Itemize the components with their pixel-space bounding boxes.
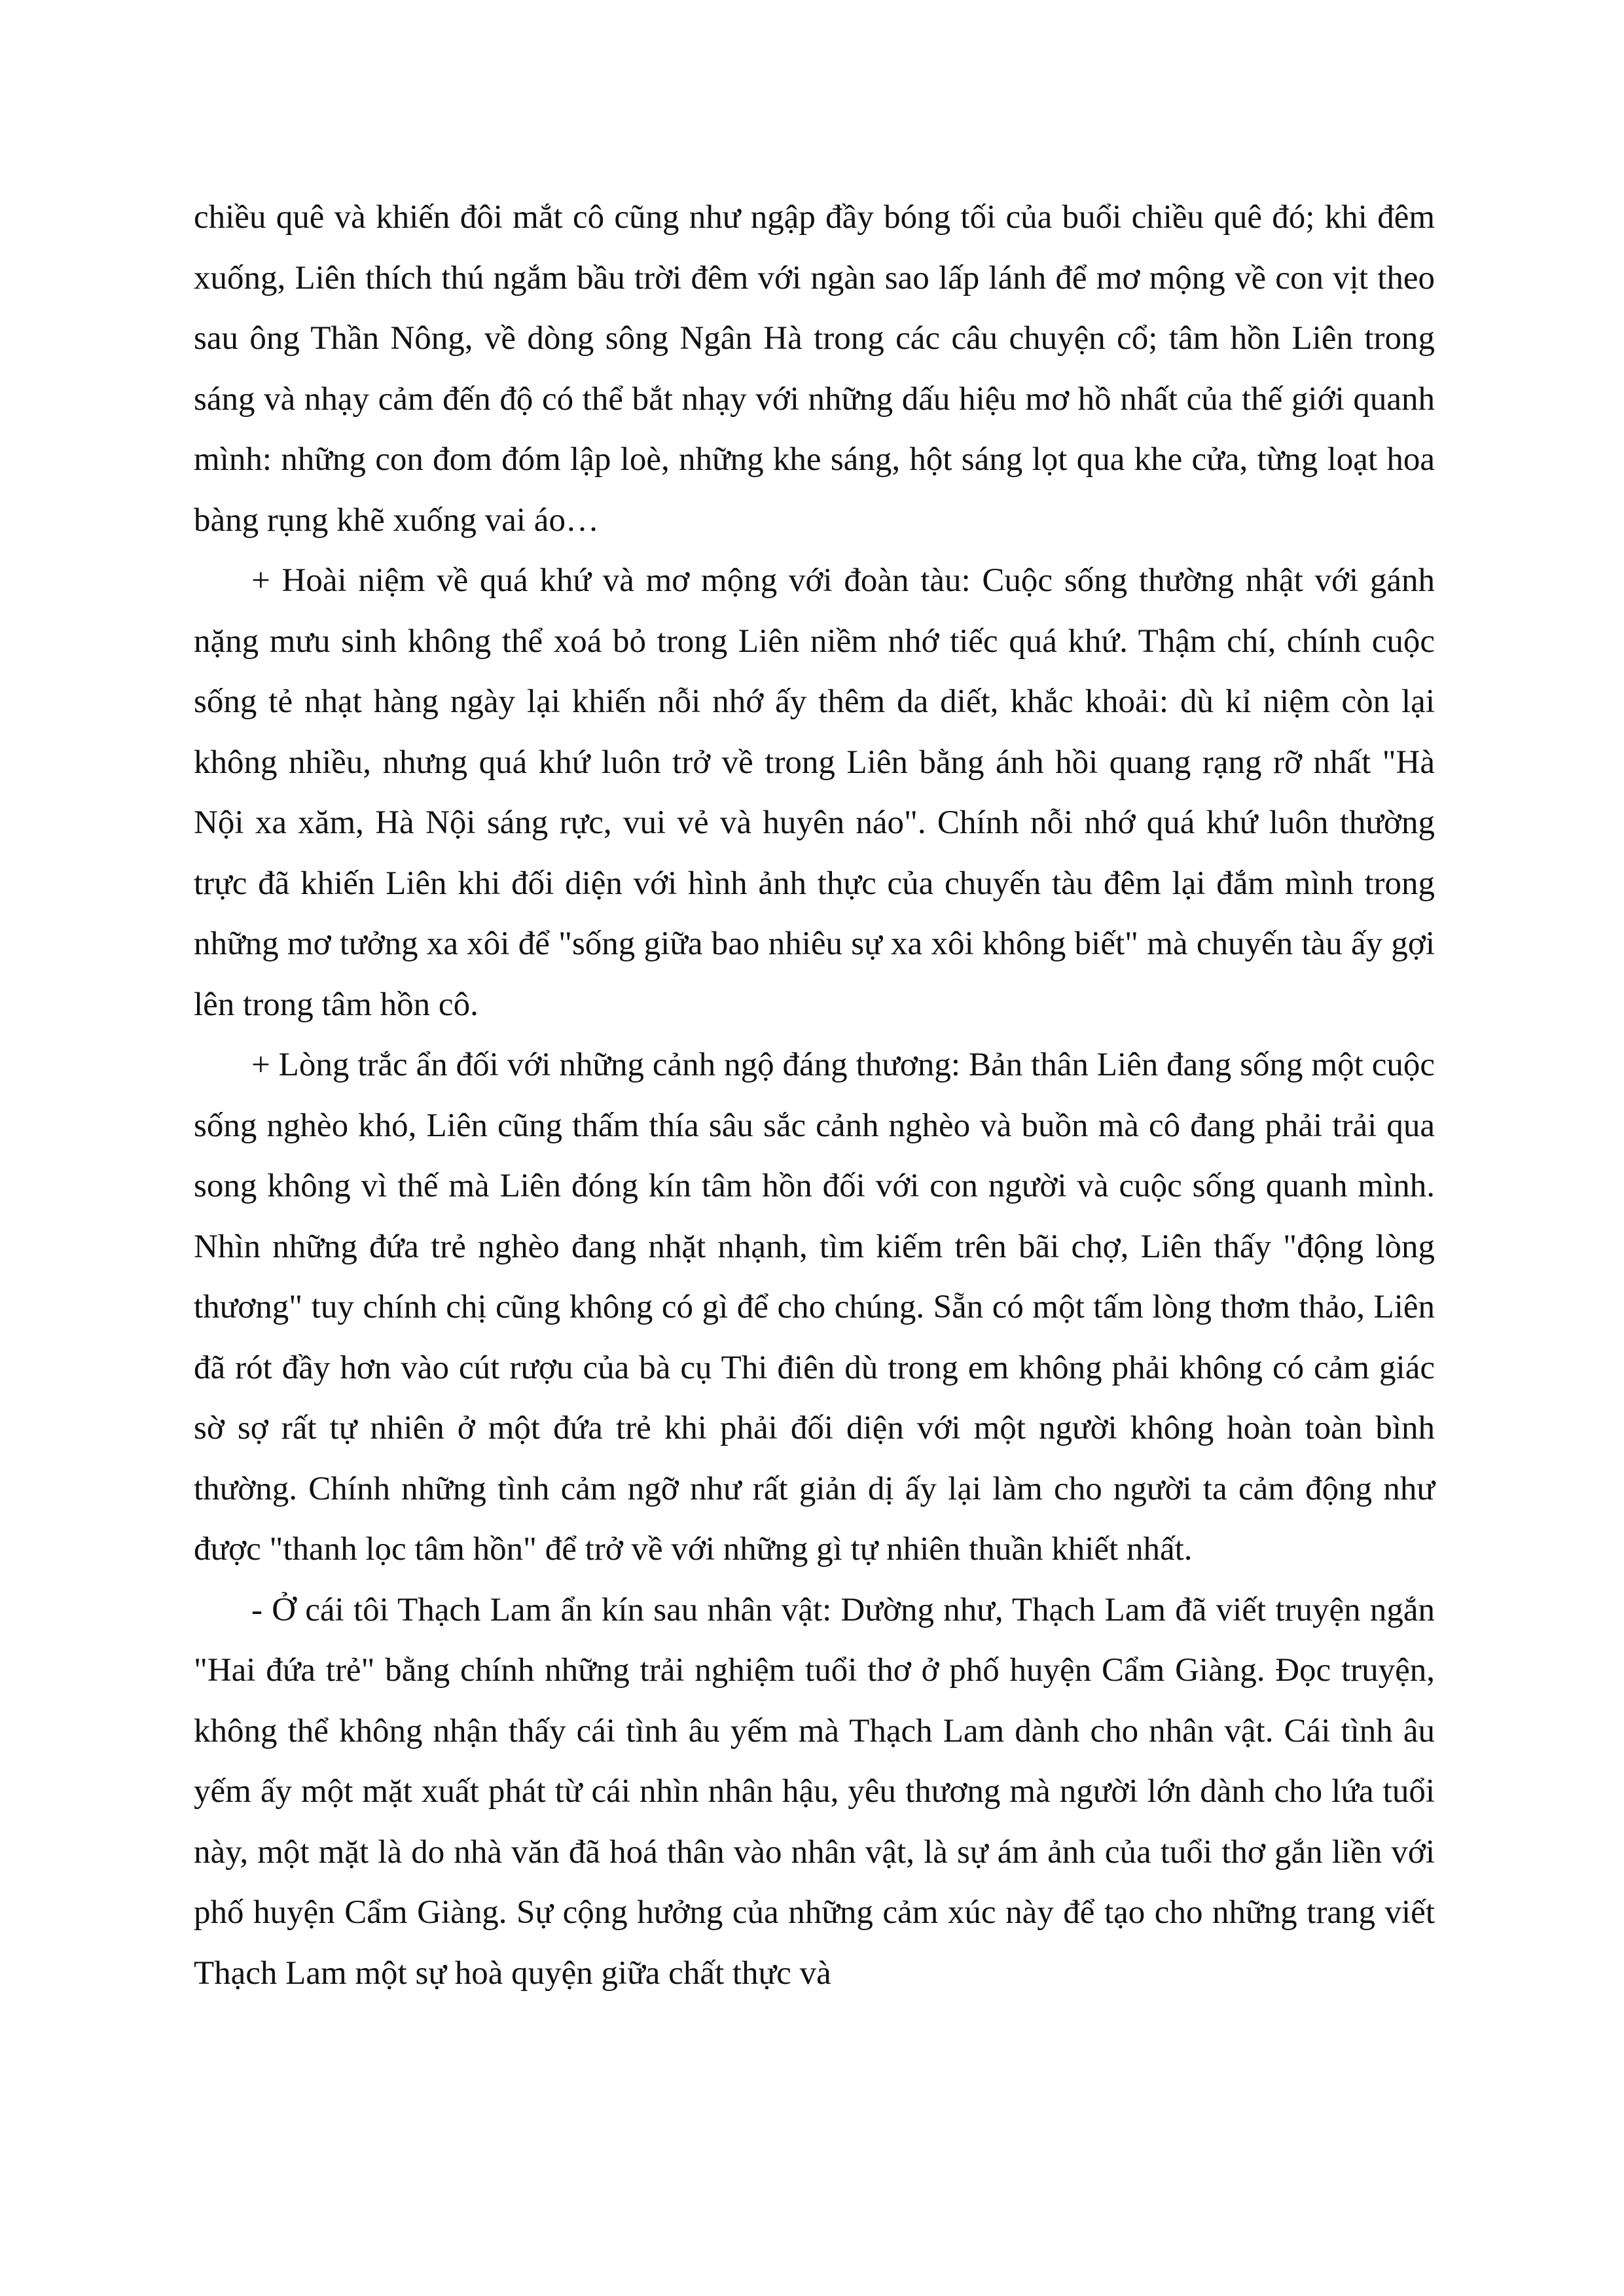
paragraph-nostalgia-train: + Hoài niệm về quá khứ và mơ mộng với đoàn tàu: Cuộc sống thường nhật với gánh nặng mưu sinh không thể xoá bỏ trong Liên niềm nhớ tiếc quá khứ. Thậm chí, chính cuộc sống tẻ nhạt hàng ngày lại khiến nỗi nhớ ấy thêm da diết, khắc khoải: dù kỉ niệm còn lại không nhiều, nhưng quá khứ luôn trở về trong Liên bằng ánh hồi quang rạng rỡ nhất "Hà Nội xa xăm, Hà Nội sáng rực, vui vẻ và huyên náo". Chính nỗi nhớ quá khứ luôn thường trực đã khiến Liên khi đối diện với hình ảnh thực của chuyến tàu đêm lại đắm mình trong những mơ tưởng xa xôi để "sống giữa bao nhiêu sự xa xôi không biết" mà chuyến tàu ấy gợi lên trong tâm hồn cô. [194,562,1435,1023]
paragraph-compassion: + Lòng trắc ẩn đối với những cảnh ngộ đáng thương: Bản thân Liên đang sống một cuộc sống nghèo khó, Liên cũng thấm thía sâu sắc cảnh nghèo và buồn mà cô đang phải trải qua song không vì thế mà Liên đóng kín tâm hồn đối với con người và cuộc sống quanh mình. Nhìn những đứa trẻ nghèo đang nhặt nhạnh, tìm kiếm trên bãi chợ, Liên thấy "động lòng thương" tuy chính chị cũng không có gì để cho chúng. Sẵn có một tấm lòng thơm thảo, Liên đã rót đầy hơn vào cút rượu của bà cụ Thi điên dù trong em không phải không có cảm giác sờ sợ rất tự nhiên ở một đứa trẻ khi phải đối diện với một người không hoàn toàn bình thường. Chính những tình cảm ngỡ như rất giản dị ấy lại làm cho người ta cảm động như được "thanh lọc tâm hồn" để trở về với những gì tự nhiên thuần khiết nhất. [194,1047,1435,1568]
document-page [194,187,1435,2003]
paragraph-lien-night-dreams: chiều quê và khiến đôi mắt cô cũng như ngập đầy bóng tối của buổi chiều quê đó; khi đêm xuống, Liên thích thú ngắm bầu trời đêm với ngàn sao lấp lánh để mơ mộng về con vịt theo sau ông Thần Nông, về dòng sông Ngân Hà trong các câu chuyện cổ; tâm hồn Liên trong sáng và nhạy cảm đến độ có thể bắt nhạy với những dấu hiệu mơ hồ nhất của thế giới quanh mình: những con đom đóm lập loè, những khe sáng, hột sáng lọt qua khe cửa, từng loạt hoa bàng rụng khẽ xuống vai áo… [194,199,1435,539]
paragraph-thach-lam-self: - Ở cái tôi Thạch Lam ẩn kín sau nhân vật: Dường như, Thạch Lam đã viết truyện ngắn "Hai đứa trẻ" bằng chính những trải nghiệm tuổi thơ ở phố huyện Cẩm Giàng. Đọc truyện, không thể không nhận thấy cái tình âu yếm mà Thạch Lam dành cho nhân vật. Cái tình âu yếm ấy một mặt xuất phát từ cái nhìn nhân hậu, yêu thương mà người lớn dành cho lứa tuổi này, một mặt là do nhà văn đã hoá thân vào nhân vật, là sự ám ảnh của tuổi thơ gắn liền với phố huyện Cẩm Giàng. Sự cộng hưởng của những cảm xúc này để tạo cho những trang viết Thạch Lam một sự hoà quyện giữa chất thực và [194,1591,1435,1992]
